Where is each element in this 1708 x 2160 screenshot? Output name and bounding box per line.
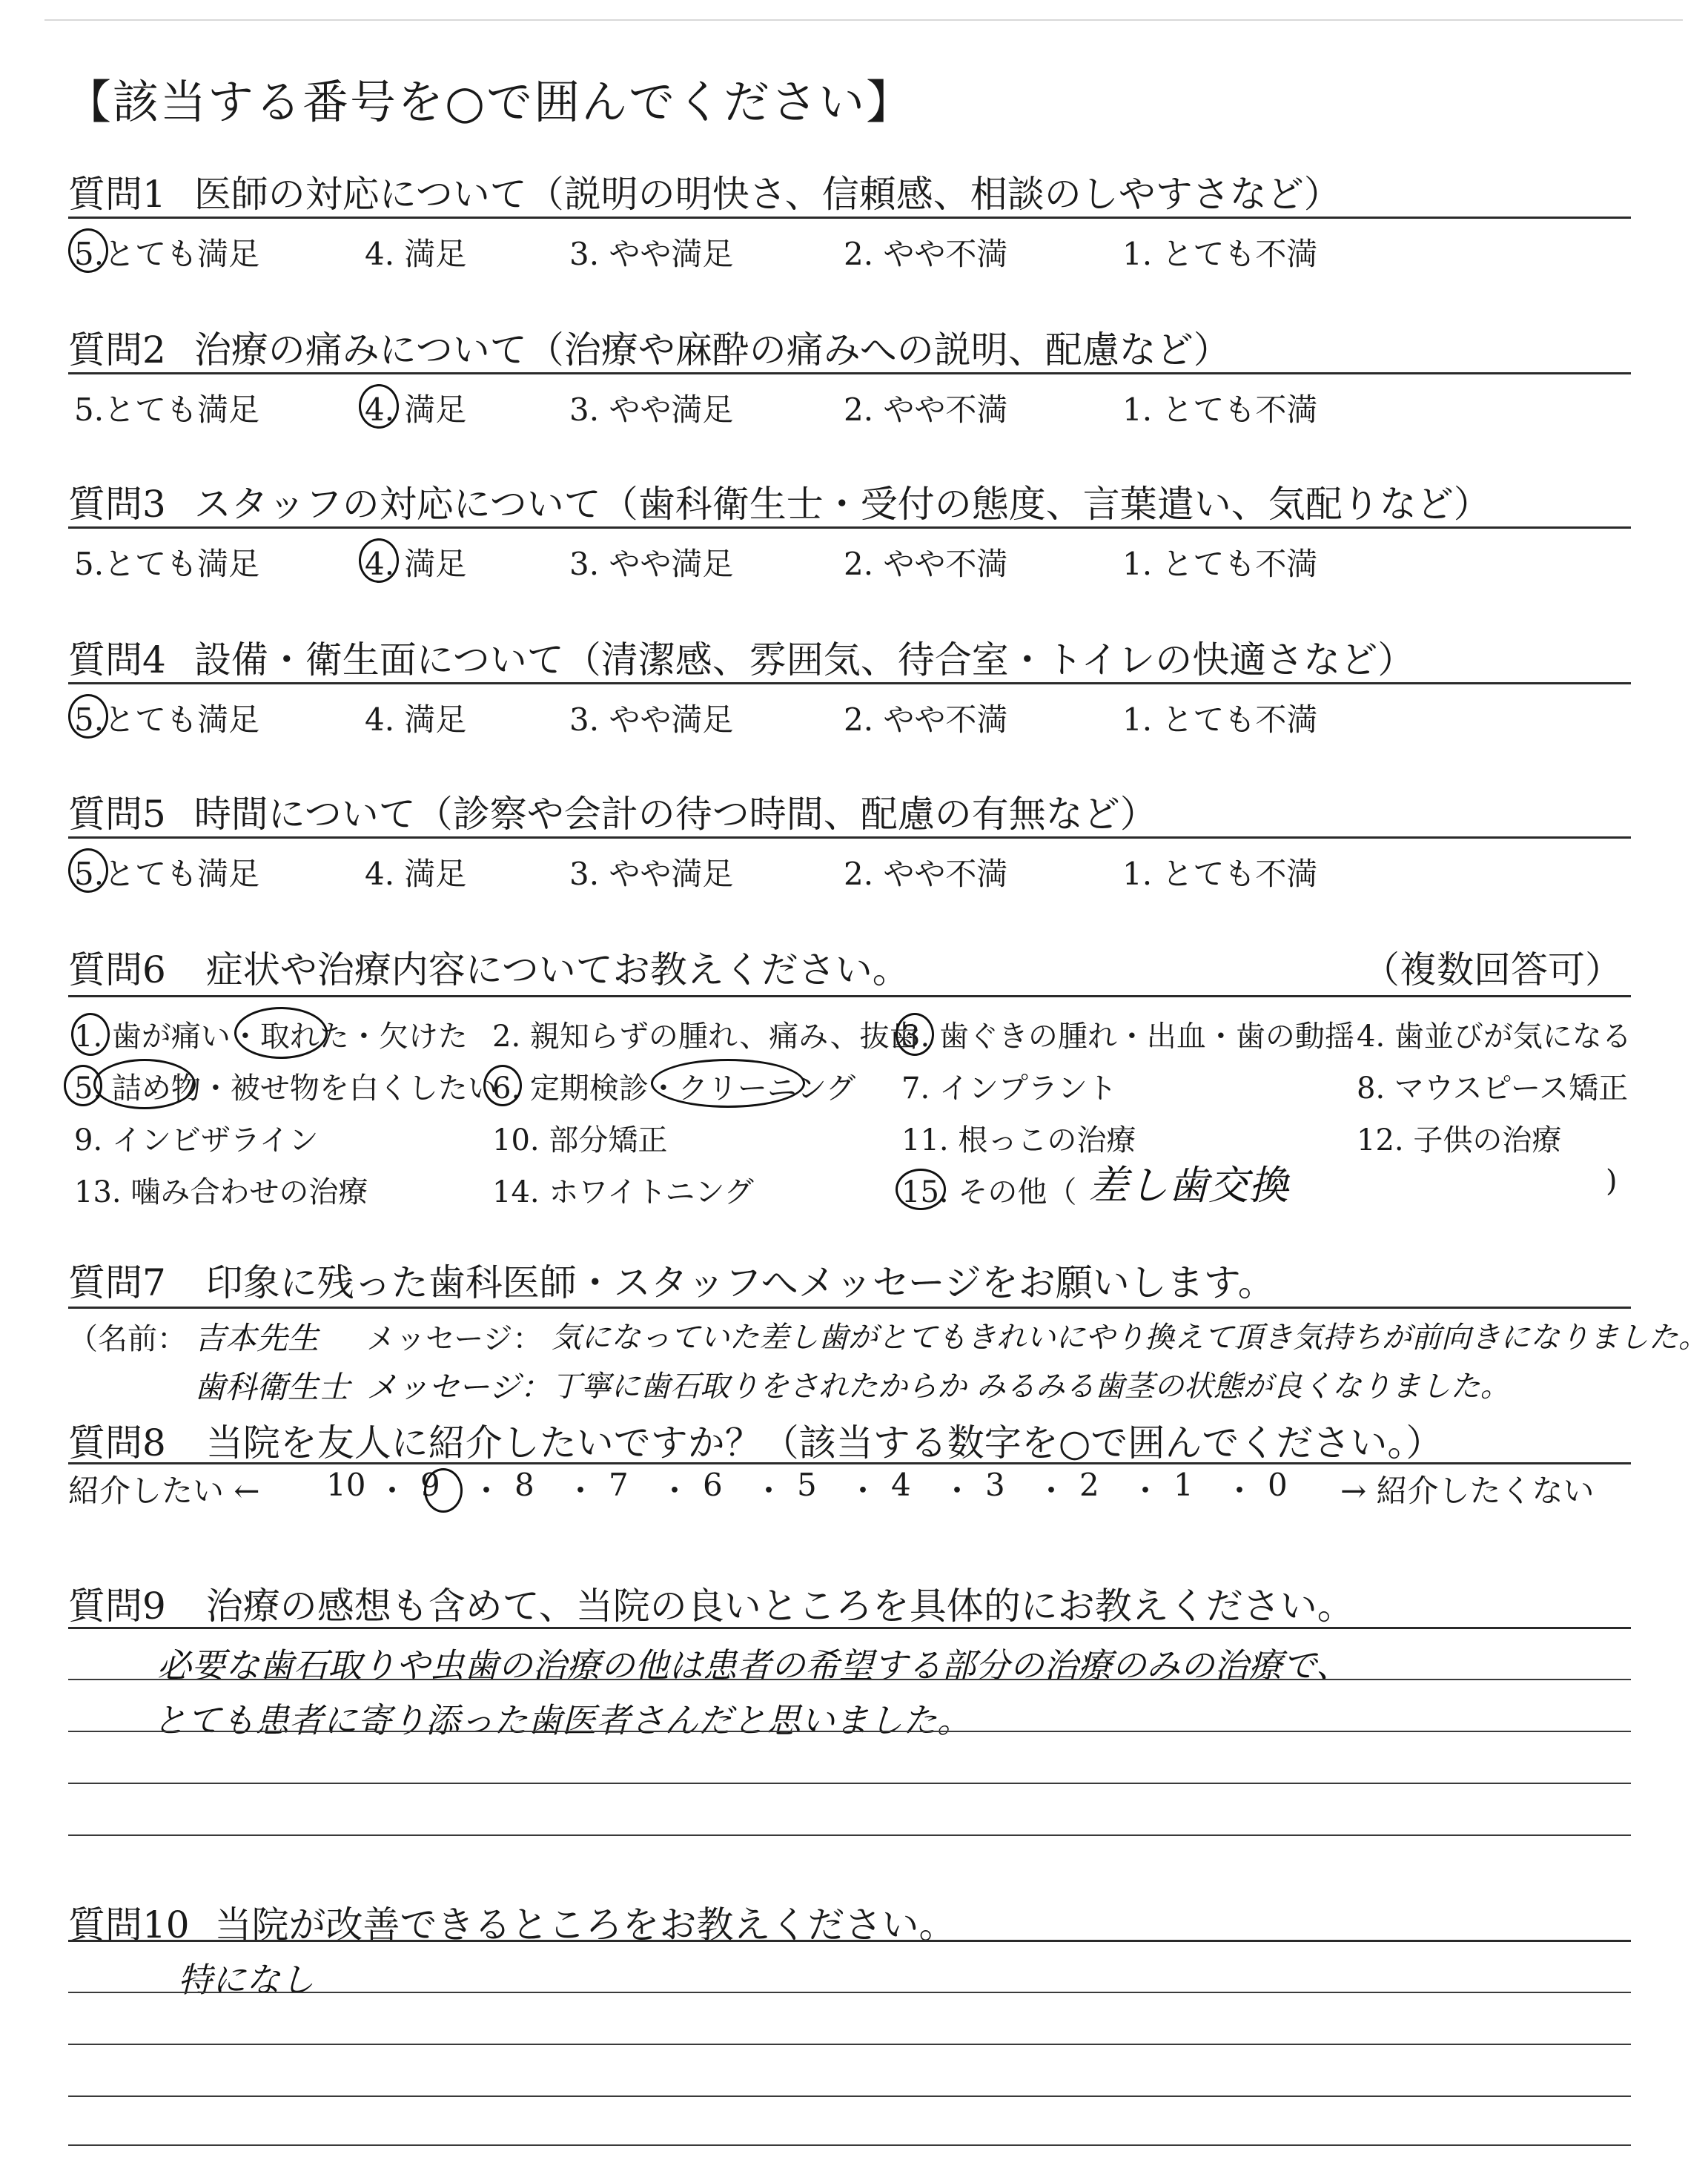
q2-option-1: 1. とても不満 <box>1122 392 1318 428</box>
q4-option-3: 3. やや満足 <box>569 701 734 738</box>
q3-text: スタッフの対応について（歯科衛生士・受付の態度、言葉遣い、気配りなど） <box>193 483 1491 526</box>
q6-option-2: 2. 親知らずの腫れ、痛み、抜歯 <box>492 1020 919 1054</box>
q7-text: 印象に残った歯科医師・スタッフへメッセージをお願いします。 <box>205 1261 1275 1304</box>
q6-circle-1 <box>71 1013 110 1056</box>
q2-selected-circle <box>359 384 399 429</box>
q1-option-3: 3. やや満足 <box>569 236 734 272</box>
q4-heading <box>68 630 1414 684</box>
q8-scale-0: 0 <box>1268 1467 1288 1503</box>
q9-answer-line-1: 必要な歯石取りや虫歯の治療の他は患者の希望する部分の治療のみの治療で、 <box>157 1645 1351 1685</box>
q4-option-5: 5.とても満足 <box>74 701 260 738</box>
q6-option-3: 3. 歯ぐきの腫れ・出血・歯の動揺 <box>901 1020 1354 1054</box>
q1-option-5: 5.とても満足 <box>74 236 260 272</box>
page-title: 【該当する番号を○で囲んでください】 <box>65 75 914 129</box>
q1-option-2: 2. やや不満 <box>844 236 1008 272</box>
q8-scale-8: 8 <box>514 1467 534 1503</box>
q9-label: 質問9 <box>68 1585 166 1628</box>
q6-circle-tsumemono <box>93 1059 196 1109</box>
q6-option-7: 7. インプラント <box>901 1071 1117 1106</box>
q2-option-3: 3. やや満足 <box>569 392 734 428</box>
q10-rule <box>68 1940 1631 1942</box>
q8-scale-dot: ・ <box>941 1473 973 1509</box>
q9-text: 治療の感想も含めて、当院の良いところを具体的にお教えください。 <box>205 1585 1354 1628</box>
q8-heading <box>68 1413 1443 1467</box>
q6-option-15: 15. その他（ <box>901 1175 1077 1209</box>
q1-text: 医師の対応について（説明の明快さ、信頼感、相談のしやすさなど） <box>193 173 1341 216</box>
q8-scale-9: 9 <box>420 1467 440 1503</box>
q6-circle-6 <box>483 1065 522 1106</box>
q3-selected-circle <box>359 538 399 583</box>
q8-scale-dot: ・ <box>565 1473 597 1509</box>
q6-note: （複数回答可） <box>1363 948 1622 991</box>
q6-heading <box>68 940 910 994</box>
q4-option-4: 4. 満足 <box>365 701 467 738</box>
q6-circle-cleaning <box>651 1059 805 1108</box>
q4-selected-circle <box>68 694 108 739</box>
q1-rule <box>68 217 1631 219</box>
q3-label: 質問3 <box>68 483 166 526</box>
q8-scale-dot: ・ <box>1224 1473 1256 1509</box>
q6-label: 質問6 <box>68 948 166 991</box>
q8-text: 当院を友人に紹介したいですか？（該当する数字を○で囲んでください。） <box>205 1421 1443 1464</box>
q9-answer-line-2: とても患者に寄り添った歯医者さんだと思いました。 <box>153 1700 971 1740</box>
q3-rule <box>68 526 1631 529</box>
q7-message-1: 気になっていた差し歯がとてもきれいにやり換えて頂き気持ちが前向きになりました。 <box>552 1321 1708 1355</box>
q8-circle-9 <box>424 1468 463 1513</box>
q9-heading <box>68 1576 1354 1630</box>
q8-scale-dot: ・ <box>753 1473 785 1509</box>
q2-label: 質問2 <box>68 328 166 371</box>
q3-option-5: 5.とても満足 <box>74 546 260 582</box>
q6-rule <box>68 995 1631 997</box>
q8-scale-7: 7 <box>609 1467 629 1503</box>
q1-heading <box>68 165 1341 218</box>
q8-scale-10: 10 <box>326 1467 366 1503</box>
q1-option-1: 1. とても不満 <box>1122 236 1318 272</box>
q5-heading <box>68 785 1157 838</box>
q1-label: 質問1 <box>68 173 166 216</box>
q6-other-close: ) <box>1606 1164 1618 1198</box>
q8-rule <box>68 1462 1631 1464</box>
q7-name-2: 歯科衛生士 <box>194 1369 351 1405</box>
q10-label: 質問10 <box>68 1903 190 1946</box>
q1-selected-circle <box>68 228 108 273</box>
q6-circle-toreta <box>234 1007 328 1059</box>
page-top-border <box>44 19 1683 21</box>
q9-answer-rule-3 <box>68 1783 1631 1784</box>
q10-text: 当院が改善できるところをお教えください。 <box>214 1903 956 1946</box>
q2-text: 治療の痛みについて（治療や麻酔の痛みへの説明、配慮など） <box>193 328 1231 371</box>
q5-text: 時間について（診察や会計の待つ時間、配慮の有無など） <box>193 793 1157 836</box>
q5-label: 質問5 <box>68 793 166 836</box>
q8-scale-dot: ・ <box>1036 1473 1068 1509</box>
q6-other-answer: 差し歯交換 <box>1088 1162 1288 1209</box>
q4-option-2: 2. やや不満 <box>844 701 1008 738</box>
q9-rule <box>68 1627 1631 1629</box>
q2-option-4: 4. 満足 <box>365 392 467 428</box>
q6-option-10: 10. 部分矯正 <box>492 1123 668 1157</box>
q2-heading <box>68 320 1231 374</box>
q3-option-4: 4. 満足 <box>365 546 467 582</box>
q8-scale-dot: ・ <box>471 1473 503 1509</box>
q6-option-14: 14. ホワイトニング <box>492 1175 754 1209</box>
q8-scale-dot: ・ <box>847 1473 879 1509</box>
q7-rule <box>68 1307 1631 1309</box>
q8-scale-dot: ・ <box>1130 1473 1162 1509</box>
q6-option-13: 13. 噛み合わせの治療 <box>74 1175 368 1209</box>
q6-option-8: 8. マウスピース矯正 <box>1357 1071 1629 1106</box>
q8-scale-4: 4 <box>891 1467 911 1503</box>
q9-answer-rule-4 <box>68 1834 1631 1836</box>
q10-answer-rule-1 <box>68 1992 1631 1993</box>
q3-heading <box>68 475 1491 528</box>
q4-text: 設備・衛生面について（清潔感、雰囲気、待合室・トイレの快適さなど） <box>193 638 1415 681</box>
q5-selected-circle <box>68 848 108 893</box>
q5-option-2: 2. やや不満 <box>844 856 1008 892</box>
q6-option-12: 12. 子供の治療 <box>1357 1123 1562 1157</box>
q10-answer-rule-4 <box>68 2144 1631 2146</box>
q3-option-3: 3. やや満足 <box>569 546 734 582</box>
q8-scale-3: 3 <box>985 1467 1005 1503</box>
q8-scale-dot: ・ <box>377 1473 408 1509</box>
q7-name-label: （名前： <box>68 1322 187 1356</box>
q10-answer-rule-2 <box>68 2044 1631 2045</box>
q8-left-label: 紹介したい ← <box>68 1473 260 1509</box>
q4-option-1: 1. とても不満 <box>1122 701 1318 738</box>
q2-option-2: 2. やや不満 <box>844 392 1008 428</box>
q7-heading <box>68 1253 1275 1307</box>
q8-scale-2: 2 <box>1079 1467 1099 1503</box>
q1-option-4: 4. 満足 <box>365 236 467 272</box>
q6-circle-15 <box>896 1169 946 1210</box>
q7-label: 質問7 <box>68 1261 166 1304</box>
q10-answer: 特になし <box>178 1960 314 2000</box>
q2-option-5: 5.とても満足 <box>74 392 260 428</box>
q7-message-label: メッセージ： <box>366 1322 543 1356</box>
q3-option-1: 1. とても不満 <box>1122 546 1318 582</box>
q6-option-6: 6. 定期検診・クリーニング <box>492 1071 856 1106</box>
q6-option-1: 1. 歯が痛い・取れた・欠けた <box>74 1020 468 1054</box>
q5-option-5: 5.とても満足 <box>74 856 260 892</box>
q5-option-1: 1. とても不満 <box>1122 856 1318 892</box>
q9-answer-rule-2 <box>68 1731 1631 1732</box>
q7-name-1: 吉本先生 <box>194 1320 320 1356</box>
q8-scale-5: 5 <box>797 1467 817 1503</box>
q9-answer-rule-1 <box>68 1679 1631 1680</box>
q7-message-label-2: メッセージ： <box>366 1369 552 1405</box>
q4-rule <box>68 682 1631 684</box>
q8-scale-dot: ・ <box>659 1473 691 1509</box>
q2-rule <box>68 372 1631 374</box>
q6-option-9: 9. インビザライン <box>74 1123 319 1157</box>
q5-rule <box>68 836 1631 839</box>
q4-label: 質問4 <box>68 638 166 681</box>
q6-option-5: 5. 詰め物・被せ物を白くしたい <box>74 1071 497 1106</box>
q8-scale-1: 1 <box>1174 1467 1194 1503</box>
q6-circle-3 <box>896 1013 934 1056</box>
q6-option-4: 4. 歯並びが気になる <box>1357 1020 1632 1054</box>
q5-option-4: 4. 満足 <box>365 856 467 892</box>
q5-option-3: 3. やや満足 <box>569 856 734 892</box>
q8-scale-6: 6 <box>703 1467 723 1503</box>
q7-message-2: 丁寧に歯石取りをされたからか みるみる歯茎の状態が良くなりました。 <box>552 1370 1510 1404</box>
q6-option-11: 11. 根っこの治療 <box>901 1123 1136 1157</box>
q3-option-2: 2. やや不満 <box>844 546 1008 582</box>
q6-text: 症状や治療内容についてお教えください。 <box>205 948 910 991</box>
q8-label: 質問8 <box>68 1421 166 1464</box>
q10-answer-rule-3 <box>68 2095 1631 2097</box>
q8-right-label: → 紹介したくない <box>1340 1473 1595 1509</box>
